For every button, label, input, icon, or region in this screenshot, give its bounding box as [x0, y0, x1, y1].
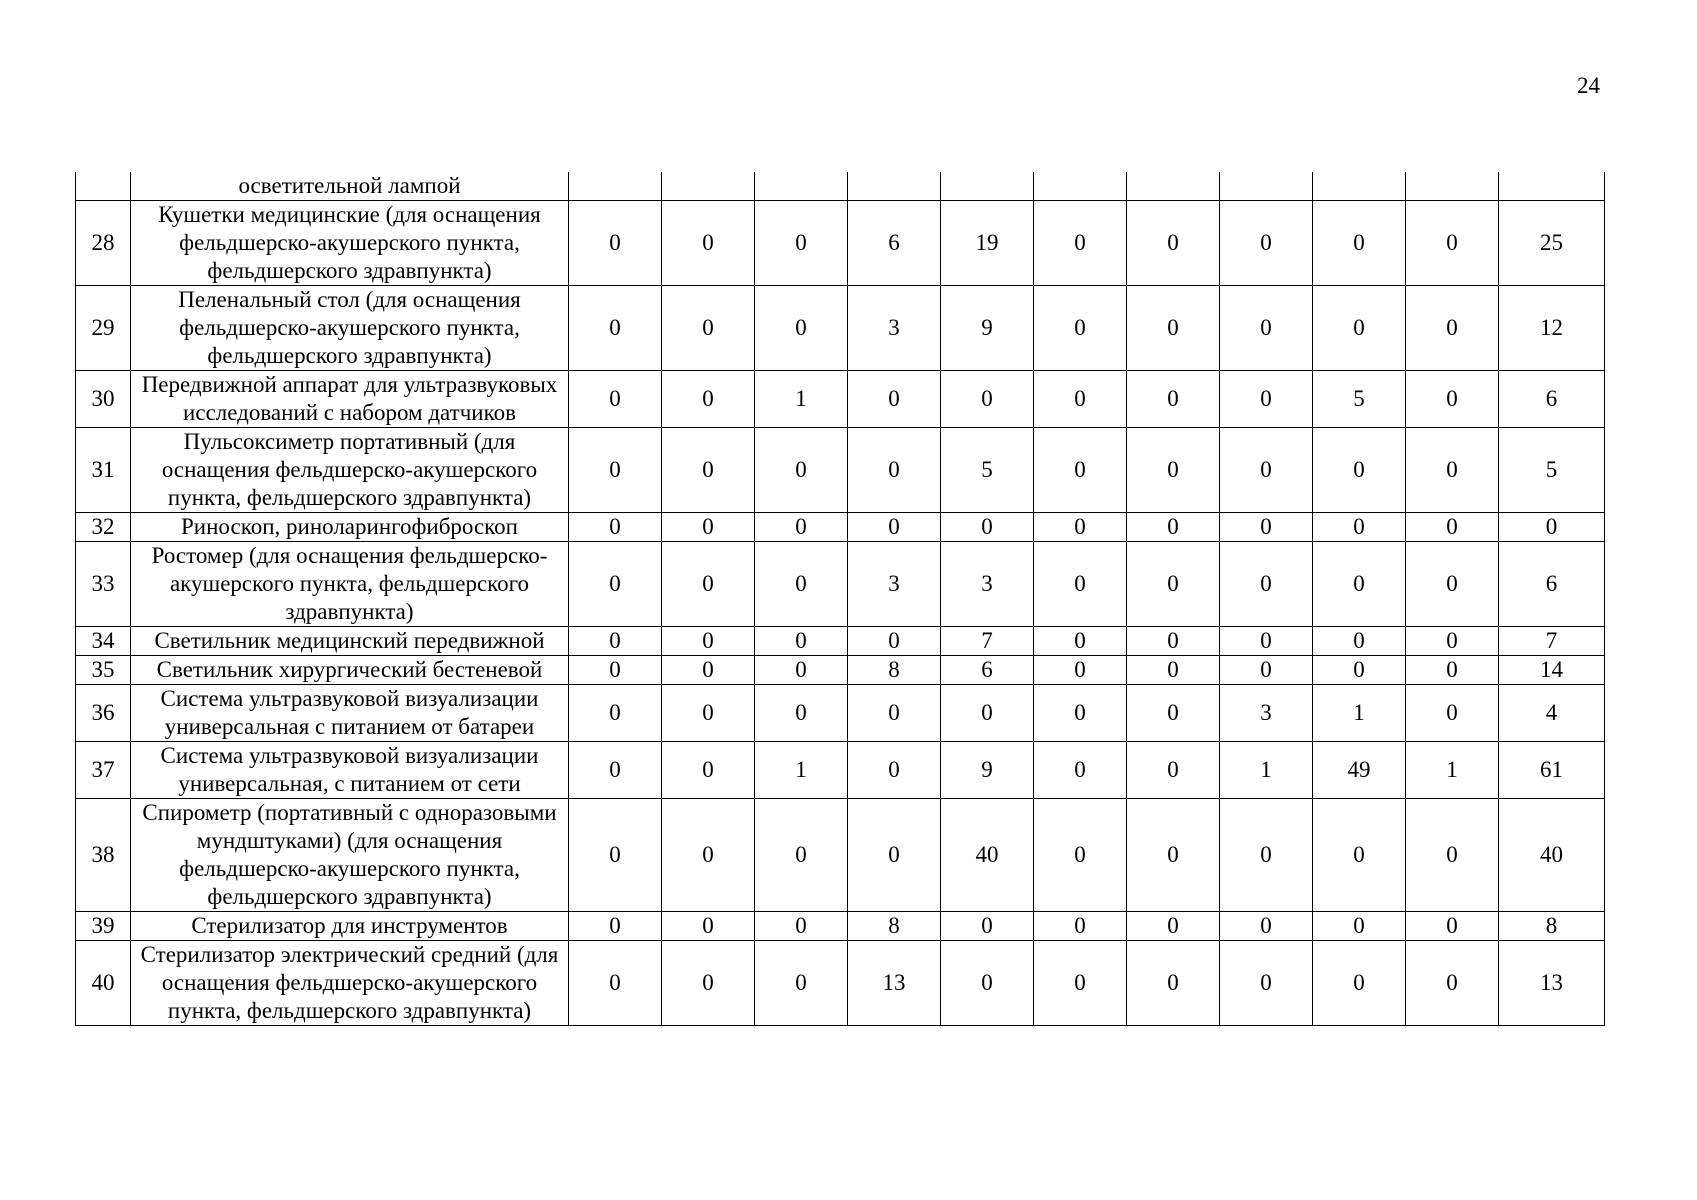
equipment-name: Система ультразвуковой визуализации универсальная с питанием от батареи [131, 685, 569, 742]
value-cell: 0 [1034, 656, 1127, 685]
equipment-name: Пеленальный стол (для оснащения фельдшерско-акушерского пункта, фельдшерского здравпункта) [131, 286, 569, 371]
value-cell: 0 [1406, 656, 1499, 685]
table-body [76, 172, 1605, 1026]
total-cell: 14 [1499, 656, 1605, 685]
value-cell: 0 [1220, 912, 1313, 941]
total-cell: 5 [1499, 428, 1605, 513]
value-cell: 1 [755, 742, 848, 799]
value-cell: 0 [1313, 428, 1406, 513]
value-cell: 0 [1034, 513, 1127, 542]
value-cell: 0 [1406, 513, 1499, 542]
value-cell: 0 [662, 656, 755, 685]
value-cell: 0 [848, 371, 941, 428]
equipment-name: Пульсоксиметр портативный (для оснащения фельдшерско-акушерского пункта, фельдшерского здравпункта) [131, 428, 569, 513]
value-cell: 0 [662, 513, 755, 542]
value-cell: 6 [941, 656, 1034, 685]
value-cell: 0 [848, 742, 941, 799]
value-cell: 0 [1220, 799, 1313, 912]
value-cell: 0 [1313, 513, 1406, 542]
table-row [76, 685, 1605, 742]
value-cell: 1 [1313, 685, 1406, 742]
row-number: 37 [76, 742, 131, 799]
value-cell: 0 [1127, 542, 1220, 627]
value-cell: 0 [755, 513, 848, 542]
value-cell: 0 [848, 513, 941, 542]
value-cell: 0 [1406, 685, 1499, 742]
value-cell: 0 [569, 627, 662, 656]
value-cell: 0 [848, 428, 941, 513]
value-cell: 0 [662, 742, 755, 799]
value-cell [1034, 172, 1127, 201]
value-cell: 0 [755, 201, 848, 286]
value-cell: 0 [662, 201, 755, 286]
value-cell: 0 [755, 941, 848, 1026]
value-cell [848, 172, 941, 201]
value-cell: 0 [1406, 542, 1499, 627]
value-cell: 0 [1313, 201, 1406, 286]
value-cell: 0 [1034, 286, 1127, 371]
value-cell: 8 [848, 912, 941, 941]
value-cell: 0 [1406, 286, 1499, 371]
table-row [76, 542, 1605, 627]
value-cell: 3 [848, 542, 941, 627]
value-cell [1127, 172, 1220, 201]
value-cell [662, 172, 755, 201]
value-cell: 0 [848, 627, 941, 656]
value-cell: 0 [1220, 286, 1313, 371]
value-cell: 19 [941, 201, 1034, 286]
value-cell: 1 [755, 371, 848, 428]
value-cell: 0 [941, 513, 1034, 542]
value-cell: 0 [1406, 428, 1499, 513]
value-cell: 0 [1313, 627, 1406, 656]
value-cell: 0 [1313, 542, 1406, 627]
equipment-name: Спирометр (портативный с одноразовыми мундштуками) (для оснащения фельдшерско-акушерского пункта, фельдшерского здравпункта) [131, 799, 569, 912]
page-number: 24 [1577, 73, 1600, 98]
value-cell: 0 [569, 742, 662, 799]
total-cell: 7 [1499, 627, 1605, 656]
total-cell: 0 [1499, 513, 1605, 542]
value-cell: 0 [1220, 656, 1313, 685]
value-cell [1406, 172, 1499, 201]
value-cell: 0 [1034, 201, 1127, 286]
table-row [76, 371, 1605, 428]
value-cell: 0 [1034, 428, 1127, 513]
equipment-name: Система ультразвуковой визуализации универсальная, с питанием от сети [131, 742, 569, 799]
value-cell: 0 [569, 542, 662, 627]
value-cell: 0 [1034, 941, 1127, 1026]
value-cell: 1 [1220, 742, 1313, 799]
value-cell: 1 [1406, 742, 1499, 799]
value-cell: 0 [755, 428, 848, 513]
equipment-name: Стерилизатор электрический средний (для оснащения фельдшерско-акушерского пункта, фельдшерского здравпункта) [131, 941, 569, 1026]
value-cell: 0 [1034, 799, 1127, 912]
row-number: 32 [76, 513, 131, 542]
value-cell: 0 [1127, 656, 1220, 685]
value-cell: 9 [941, 286, 1034, 371]
value-cell [1313, 172, 1406, 201]
value-cell: 0 [848, 685, 941, 742]
table-row [76, 799, 1605, 912]
value-cell: 0 [1220, 627, 1313, 656]
table-row-continued [76, 172, 1605, 201]
value-cell: 0 [569, 656, 662, 685]
value-cell: 0 [1127, 799, 1220, 912]
value-cell: 0 [1406, 371, 1499, 428]
value-cell: 0 [662, 371, 755, 428]
value-cell: 0 [1034, 742, 1127, 799]
value-cell: 0 [662, 627, 755, 656]
value-cell: 8 [848, 656, 941, 685]
value-cell: 0 [755, 542, 848, 627]
value-cell: 0 [1034, 542, 1127, 627]
value-cell: 0 [1127, 941, 1220, 1026]
value-cell: 6 [848, 201, 941, 286]
row-number: 40 [76, 941, 131, 1026]
value-cell: 3 [1220, 685, 1313, 742]
value-cell: 0 [848, 799, 941, 912]
row-number: 34 [76, 627, 131, 656]
total-cell: 40 [1499, 799, 1605, 912]
value-cell: 0 [755, 685, 848, 742]
total-cell [1499, 172, 1605, 201]
value-cell: 0 [1406, 941, 1499, 1026]
value-cell: 0 [1127, 428, 1220, 513]
value-cell: 0 [1034, 627, 1127, 656]
value-cell [569, 172, 662, 201]
value-cell: 0 [662, 912, 755, 941]
value-cell: 0 [1313, 941, 1406, 1026]
value-cell: 0 [1127, 286, 1220, 371]
value-cell: 0 [1220, 542, 1313, 627]
value-cell: 0 [662, 542, 755, 627]
value-cell: 0 [569, 912, 662, 941]
value-cell: 0 [941, 941, 1034, 1026]
value-cell: 0 [569, 201, 662, 286]
value-cell: 0 [1127, 201, 1220, 286]
row-number: 36 [76, 685, 131, 742]
table-row [76, 286, 1605, 371]
value-cell: 0 [1220, 428, 1313, 513]
total-cell: 4 [1499, 685, 1605, 742]
value-cell: 0 [662, 428, 755, 513]
table-row [76, 428, 1605, 513]
value-cell: 0 [941, 371, 1034, 428]
table-row [76, 742, 1605, 799]
value-cell: 0 [755, 912, 848, 941]
equipment-name: Светильник медицинский передвижной [131, 627, 569, 656]
value-cell: 0 [1313, 799, 1406, 912]
value-cell: 0 [755, 286, 848, 371]
equipment-name: Светильник хирургический бестеневой [131, 656, 569, 685]
value-cell: 0 [569, 286, 662, 371]
value-cell: 0 [569, 428, 662, 513]
value-cell: 0 [1034, 371, 1127, 428]
value-cell: 49 [1313, 742, 1406, 799]
table-row [76, 627, 1605, 656]
value-cell: 0 [1220, 371, 1313, 428]
value-cell: 0 [755, 627, 848, 656]
table-row [76, 912, 1605, 941]
equipment-name: Риноскоп, риноларингофиброскоп [131, 513, 569, 542]
value-cell: 0 [569, 941, 662, 1026]
value-cell: 0 [1313, 656, 1406, 685]
value-cell: 7 [941, 627, 1034, 656]
value-cell: 3 [941, 542, 1034, 627]
value-cell: 0 [1034, 685, 1127, 742]
value-cell: 0 [1313, 286, 1406, 371]
value-cell [941, 172, 1034, 201]
value-cell: 0 [1220, 513, 1313, 542]
total-cell: 6 [1499, 371, 1605, 428]
table-row [76, 656, 1605, 685]
total-cell: 61 [1499, 742, 1605, 799]
value-cell: 0 [1406, 912, 1499, 941]
row-number [76, 172, 131, 201]
equipment-name: Стерилизатор для инструментов [131, 912, 569, 941]
row-number: 33 [76, 542, 131, 627]
table-row [76, 941, 1605, 1026]
value-cell: 0 [1127, 513, 1220, 542]
value-cell: 0 [1127, 912, 1220, 941]
value-cell: 0 [1127, 371, 1220, 428]
value-cell: 0 [662, 799, 755, 912]
value-cell: 0 [1127, 685, 1220, 742]
value-cell: 0 [1220, 201, 1313, 286]
value-cell: 0 [1127, 627, 1220, 656]
value-cell: 0 [1034, 912, 1127, 941]
row-number: 29 [76, 286, 131, 371]
total-cell: 25 [1499, 201, 1605, 286]
value-cell: 0 [569, 685, 662, 742]
equipment-table [75, 172, 1605, 1026]
value-cell: 0 [941, 912, 1034, 941]
value-cell: 0 [569, 513, 662, 542]
table-row [76, 513, 1605, 542]
total-cell: 6 [1499, 542, 1605, 627]
value-cell: 5 [1313, 371, 1406, 428]
row-number: 28 [76, 201, 131, 286]
equipment-name: Передвижной аппарат для ультразвуковых исследований с набором датчиков [131, 371, 569, 428]
row-number: 39 [76, 912, 131, 941]
value-cell: 0 [662, 941, 755, 1026]
value-cell [755, 172, 848, 201]
value-cell: 3 [848, 286, 941, 371]
row-number: 31 [76, 428, 131, 513]
value-cell: 0 [569, 371, 662, 428]
total-cell: 13 [1499, 941, 1605, 1026]
value-cell: 0 [755, 799, 848, 912]
value-cell: 0 [1127, 742, 1220, 799]
equipment-name: Кушетки медицинские (для оснащения фельдшерско-акушерского пункта, фельдшерского здравпункта) [131, 201, 569, 286]
value-cell: 0 [1406, 627, 1499, 656]
table-row [76, 201, 1605, 286]
value-cell: 13 [848, 941, 941, 1026]
value-cell: 0 [1406, 201, 1499, 286]
row-number: 38 [76, 799, 131, 912]
value-cell: 0 [662, 685, 755, 742]
row-number: 30 [76, 371, 131, 428]
equipment-name: Ростомер (для оснащения фельдшерско-акушерского пункта, фельдшерского здравпункта) [131, 542, 569, 627]
equipment-name: осветительной лампой [131, 172, 569, 201]
value-cell: 40 [941, 799, 1034, 912]
value-cell: 0 [569, 799, 662, 912]
value-cell: 0 [755, 656, 848, 685]
value-cell: 0 [1406, 799, 1499, 912]
total-cell: 12 [1499, 286, 1605, 371]
value-cell: 9 [941, 742, 1034, 799]
total-cell: 8 [1499, 912, 1605, 941]
value-cell: 5 [941, 428, 1034, 513]
value-cell: 0 [941, 685, 1034, 742]
value-cell: 0 [662, 286, 755, 371]
value-cell: 0 [1313, 912, 1406, 941]
value-cell [1220, 172, 1313, 201]
row-number: 35 [76, 656, 131, 685]
value-cell: 0 [1220, 941, 1313, 1026]
